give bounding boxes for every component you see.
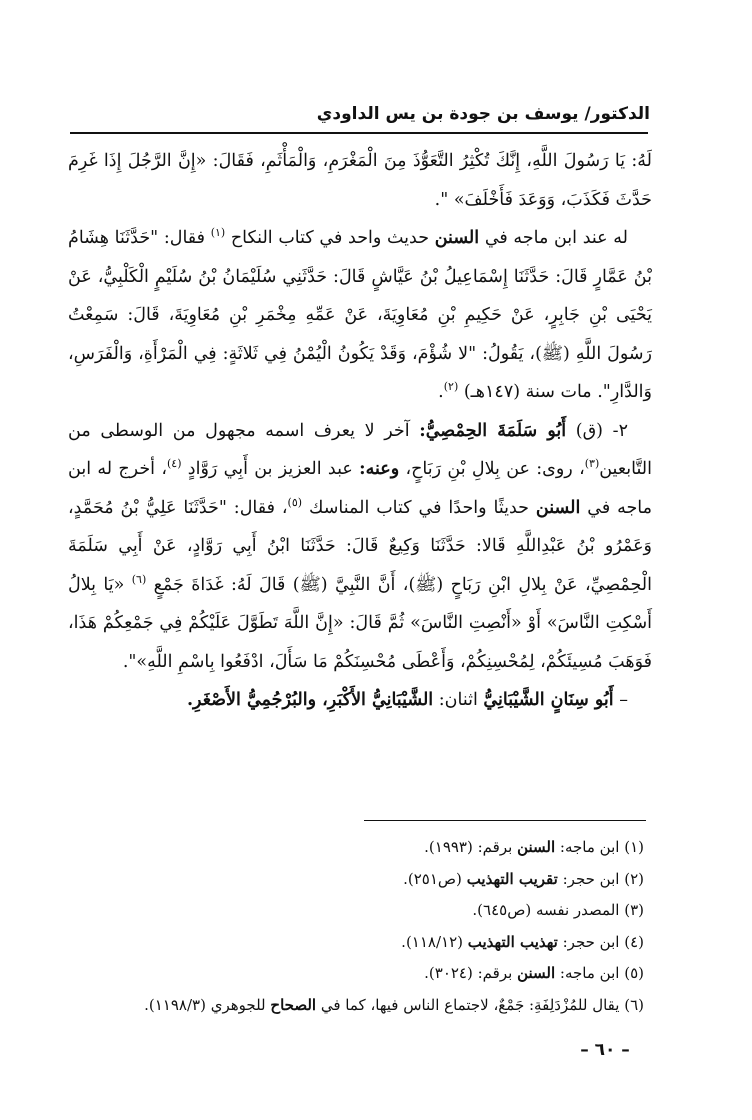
page-number: – ٦٠ – — [580, 1040, 630, 1060]
footnote-ref: (٢) — [443, 380, 459, 394]
narrator-name: أَبُو سِنَانٍ الشَّيْبَانِيُّ — [483, 690, 614, 710]
footnote-ref: (٥) — [287, 495, 303, 509]
paragraph-4: – أَبُو سِنَانٍ الشَّيْبَانِيُّ اثنان: الشَّيْبَانِيُّ الأَكْبَرِ، والبُرْجُمِيُّ الأَصْغَرِ. — [186, 690, 628, 710]
paragraph-3: ٢- (ق) أَبُو سَلَمَةَ الحِمْصِيُّ: آخر لا يعرف اسمه مجهول من الوسطى من التَّابعين$^{(٣)}$، روى: عن بِلالِ بْنِ رَبَاحٍ، وعنه: عبد العزيز بن أَبِي رَوَّادٍ $^{(٤)}$، أخرج له ابن ماجه في السنن حديثًا واحدًا في كتاب المناسك $^{(٥)}$، فقال: "حَدَّثَنَا عَلِيُّ بْنُ مُحَمَّدٍ، وَعَمْرُو بْنُ عَبْدِاللَّهِ قَالا: حَدَّثَنَا وَكِيعٌ قَالَ: حَدَّثَنَا ابْنُ أَبِي رَوَّادٍ، عَنْ أَبِي سَلَمَةَ الْحِمْصِيِّ، عَنْ بِلالِ ابْنِ رَبَاحٍ (ﷺ)، أَنَّ النَّبِيَّ (ﷺ) قَالَ لَهُ: غَدَاةَ جَمْعٍ $^{(٦)}$ «يَا بِلالُ أَسْكِتِ النَّاسَ» أَوْ «أَنْصِتِ النَّاسَ» ثُمَّ قَالَ: «إِنَّ اللَّهَ تَطَوَّلَ عَلَيْكُمْ فِي جَمْعِكُمْ هَذَا، فَوَهَبَ مُسِيئَكُمْ، لِمُحْسِنِكُمْ، وَأَعْطَى مُحْسِنَكُمْ مَا سَأَلَ، ادْفَعُوا بِاسْمِ اللَّهِ»". — [68, 420, 653, 672]
footnote-ref: (١) — [210, 226, 226, 240]
footnote: (٢) ابن حجر: تقريب التهذيب (ص٢٥١). — [403, 869, 644, 888]
footnote: (١) ابن ماجه: السنن برقم: (١٩٩٣). — [424, 838, 644, 856]
paragraph-2: له عند ابن ماجه في السنن حديث واحد في كتاب النكاح $^{(١)}$ فقال: "حَدَّثَنَا هِشَامُ بْنُ عَمَّارٍ قَالَ: حَدَّثَنَا إِسْمَاعِيلُ بْنُ عَيَّاشٍ قَالَ: حَدَّثَنِي سُلَيْمَانُ بْنُ سُلَيْمٍ الْكَلْبِيُّ، عَنْ يَحْيَى بْنِ جَابِرٍ، عَنْ حَكِيمِ بْنِ مُعَاوِيَةَ، عَنْ عَمِّهِ مِخْمَرِ بْنِ مُعَاوِيَةَ، قَالَ: سَمِعْتُ رَسُولَ اللَّهِ (ﷺ)، يَقُولُ: "لا شُؤْمَ، وَقَدْ يَكُونُ الْيُمْنُ فِي ثَلاثَةٍ: فِي الْمَرْأَةِ، وَالْفَرَسِ، وَالدَّارِ". مات سنة (١٤٧هـ) $^{(٢)}$. — [68, 226, 652, 402]
header-rule — [70, 132, 648, 134]
footnote-ref: (٣) — [584, 457, 600, 471]
running-header: الدكتور/ يوسف بن جودة بن يس الداودي — [316, 104, 650, 124]
footnotes — [74, 832, 644, 1021]
book-title: السنن — [535, 497, 581, 518]
footnote-ref: (٦) — [131, 572, 147, 586]
footnote: (٣) المصدر نفسه (ص٦٤٥). — [472, 901, 644, 919]
book-title: السنن — [434, 228, 480, 248]
narrator-name: أَبُو سَلَمَةَ الحِمْصِيُّ: — [419, 420, 567, 441]
footnote-divider — [364, 820, 646, 821]
footnote: (٤) ابن حجر: تهذيب التهذيب (١١٨/١٢). — [401, 932, 644, 951]
paragraph-1: لَهُ: يَا رَسُولَ اللَّهِ، إِنَّكَ تُكْثِرُ التَّعَوُّذَ مِنَ الْمَغْرَمِ، وَالْمَأْثَمِ، فَقَالَ: «إِنَّ الرَّجُلَ إِذَا غَرِمَ حَدَّثَ فَكَذَبَ، وَوَعَدَ فَأَخْلَفَ» ". — [68, 151, 652, 210]
footnote: (٥) ابن ماجه: السنن برقم: (٣٠٢٤). — [424, 964, 644, 982]
footnote: (٦) يقال للمُزْدَلِفَةِ: جَمْعٌ، لاجتماع الناس فيها، كما في الصحاح للجوهري (١١٩٨/٣). — [144, 995, 644, 1014]
footnote-ref: (٤) — [166, 457, 182, 471]
main-text — [68, 142, 652, 720]
